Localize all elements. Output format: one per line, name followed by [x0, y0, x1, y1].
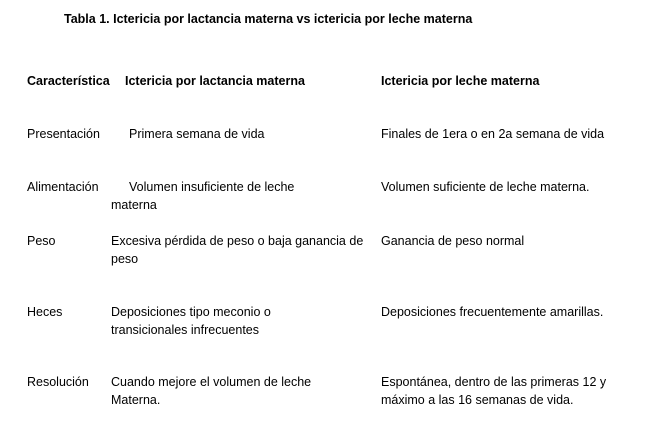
row-resolucion-label: Resolución — [27, 375, 89, 389]
table-title: Tabla 1. Ictericia por lactancia materna vs ictericia por leche materna — [64, 12, 473, 26]
row-alimentacion-leche: Volumen suficiente de leche materna. — [381, 180, 590, 194]
row-peso-leche: Ganancia de peso normal — [381, 234, 525, 248]
row-resolucion-lactancia: Cuando mejore el volumen de leche Materna. — [111, 375, 312, 407]
row-peso-lactancia: Excesiva pérdida de peso o baja ganancia de peso — [111, 234, 364, 266]
row-presentacion-leche: Finales de 1era o en 2a semana de vida — [381, 127, 605, 141]
row-alimentacion-lactancia: Volumen insuficiente de leche materna — [111, 180, 295, 212]
row-peso-label: Peso — [27, 234, 56, 248]
row-presentacion-lactancia: Primera semana de vida — [129, 127, 265, 141]
header-ictericia-lactancia: Ictericia por lactancia materna — [125, 74, 305, 88]
row-alimentacion-label: Alimentación — [27, 180, 99, 194]
header-caracteristica: Característica — [27, 74, 110, 88]
header-ictericia-leche: Ictericia por leche materna — [381, 74, 540, 88]
row-presentacion-label: Presentación — [27, 127, 100, 141]
row-heces-lactancia: Deposiciones tipo meconio o transicionales infrecuentes — [111, 305, 271, 337]
row-heces-label: Heces — [27, 305, 63, 319]
row-heces-leche: Deposiciones frecuentemente amarillas. — [381, 305, 604, 319]
row-resolucion-leche: Espontánea, dentro de las primeras 12 y máximo a las 16 semanas de vida. — [381, 375, 607, 407]
